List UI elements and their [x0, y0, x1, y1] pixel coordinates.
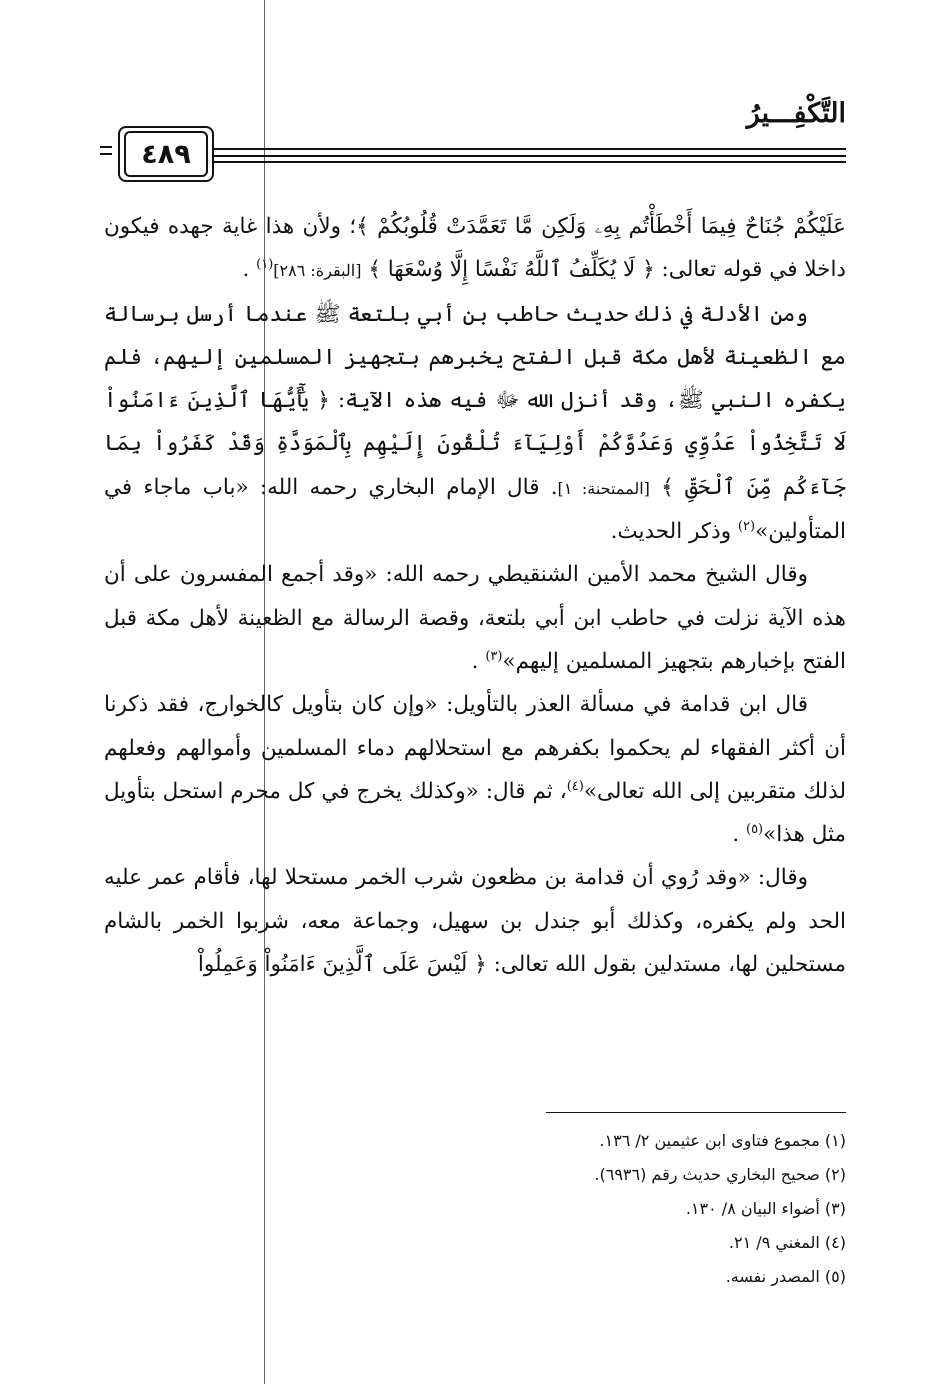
paragraph — [104, 293, 846, 554]
header-rule — [214, 155, 846, 157]
footnote-mark: (٥) — [745, 822, 764, 837]
text-run: ومن الأدلة في ذلك حديث حاطب بن أبي بلتعة ﷺ عندما أرسل برسالة مع الظعينة لأهل مكة قبل الفتح يخبرهم بتجهيز المسلمين إليهم، فلم يكفره النبي ﷺ، وقد أنزل الله ﷻ فيه هذه الآية: — [104, 301, 846, 414]
footnote-mark: (٤) — [566, 778, 584, 794]
ornament-icon — [100, 146, 112, 160]
header-rule — [214, 148, 846, 150]
quran-verse: ﴿ لَيْسَ عَلَى ٱلَّذِينَ ءَامَنُواْ وَعَمِلُواْ — [197, 952, 487, 978]
text-run: وقال: «وقد رُوي أن قدامة بن مظعون شرب الخمر مستحلا لها، فأقام عمر عليه الحد ولم يكفره، وكذلك أبو جندل بن سهيل، وجماعة معه، شربوا الخمر بالشام مستحلين لها، مستدلين بقول الله تعالى: — [104, 865, 846, 978]
verse-reference: [الممتحنة: ١] — [557, 478, 650, 498]
text-run: . قال الإمام البخاري رحمه الله: «باب ماجاء في المتأولين» — [104, 474, 846, 545]
paragraph: قال ابن قدامة في مسألة العذر بالتأويل: «وإن كان بتأويل كالخوارج، فقد ذكرنا أن أكثر الفقهاء لم يحكموا بكفرهم مع استحلالهم دماء المسلمين وأموالهم وفعلهم لذلك متقربين إلى الله تعالى»$^{(٤)}$، ثم قال: «وكذلك يخرج في كل محرم استحل بتأويل مثل هذا»$^{(٥)}$ . — [104, 692, 847, 848]
footnote: (٣) أضواء البيان ٨/ ١٣٠. — [685, 1199, 846, 1218]
running-title: التَّكْفِـــيرُ — [746, 98, 846, 129]
footnote: (٥) المصدر نفسه. — [725, 1267, 846, 1286]
main-text — [104, 205, 846, 986]
footnote-mark: (٣) — [485, 648, 503, 664]
footnote: (٢) صحيح البخاري حديث رقم (٦٩٣٦). — [594, 1165, 846, 1184]
text-run: ، ثم قال: «وكذلك يخرج في كل محرم استحل بتأويل مثل هذا» — [104, 778, 846, 848]
paragraph — [104, 856, 846, 986]
header-rule — [214, 161, 846, 163]
page-header — [0, 0, 934, 200]
quran-verse: ﴿ لَا يُكَلِّفُ ٱللَّهُ نَفْسًا إِلَّا وُسْعَهَا ﴾ — [368, 257, 655, 283]
footnote-separator — [546, 1112, 846, 1113]
footnote-mark: (١) — [256, 257, 274, 273]
quran-verse: ﴿ يَٰٓأَيُّهَا ٱلَّذِينَ ءَامَنُواْ لَا تَتَّخِذُواْ عَدُوِّي وَعَدُوَّكُمْ أَوْلِيَآءَ تُلْقُونَ إِلَيْهِم بِٱلْمَوَدَّةِ وَقَدْ كَفَرُواْ بِمَا جَآءَكُم مِّنَ ٱلْحَقِّ ﴾ — [104, 388, 846, 500]
paragraph: عَلَيْكُمْ جُنَاحٌ فِيمَا أَخْطَأْتُم بِهِۦ وَلَكِن مَّا تَعَمَّدَتْ قُلُوبُكُمْ ﴾؛ ولأن هذا غاية جهده فيكون داخلا في قوله تعالى: ﴿ لَا يُكَلِّفُ ٱللَّهُ نَفْسًا إِلَّا وُسْعَهَا ﴾ [البقرة: ٢٨٦]$^{(١)}$ . — [104, 214, 846, 283]
text-run: وذكر الحديث. — [610, 519, 738, 545]
footnote-mark: (٢) — [737, 518, 756, 534]
page-number: ٤٨٩ — [124, 131, 208, 177]
footnote: (٤) المغني ٩/ ٢١. — [728, 1233, 846, 1252]
text-run: عَلَيْكُمْ جُنَاحٌ فِيمَا أَخْطَأْتُم بِهِۦ وَلَكِن مَّا تَعَمَّدَتْ قُلُوبُكُمْ ﴾؛ ولأن هذا غاية جهده فيكون داخلا في قوله تعالى: — [104, 214, 846, 283]
verse-reference: [البقرة: ٢٨٦] — [273, 261, 362, 281]
text-run: قال ابن قدامة في مسألة العذر بالتأويل: «وإن كان بتأويل كالخوارج، فقد ذكرنا أن أكثر الفقهاء لم يحكموا بكفرهم مع استحلالهم دماء المسلمين وأموالهم وفعلهم لذلك متقربين إلى الله تعالى» — [104, 692, 847, 804]
footnotes — [426, 1124, 846, 1294]
paragraph: وقال الشيخ محمد الأمين الشنقيطي رحمه الله: «وقد أجمع المفسرون على أن هذه الآية نزلت في حاطب ابن أبي بلتعة، وقصة الرسالة مع الظعينة لأهل مكة قبل الفتح بإخبارهم بتجهيز المسلمين إليهم»$^{(٣)}$ . — [104, 562, 846, 674]
footnote: (١) مجموع فتاوى ابن عثيمين ٢/ ١٣٦. — [599, 1131, 846, 1150]
text-run: وقال الشيخ محمد الأمين الشنقيطي رحمه الله: «وقد أجمع المفسرون على أن هذه الآية نزلت في حاطب ابن أبي بلتعة، وقصة الرسالة مع الظعينة لأهل مكة قبل الفتح بإخبارهم بتجهيز المسلمين إليهم» — [104, 562, 846, 674]
